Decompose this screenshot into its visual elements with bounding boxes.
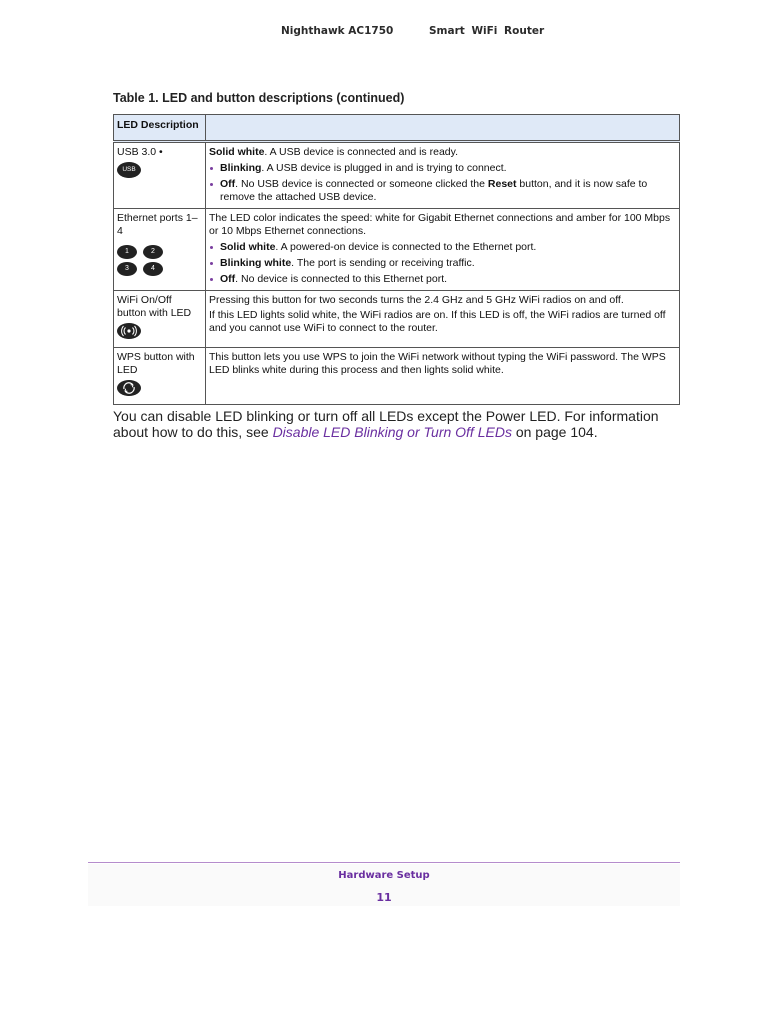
table-header-row xyxy=(114,115,680,142)
ethernet-port-2-icon: 2 xyxy=(143,245,163,259)
led-text-line: This button lets you use WPS to join the WiFi network without typing the WiFi password. The WPS LED blinks white during this process and then lights solid white. xyxy=(209,351,666,376)
list-item: Off. No USB device is connected or someone clicked the Reset button, and it is now safe to remove the attached USB device. xyxy=(209,178,676,204)
ethernet-port-3-icon: 3 xyxy=(117,262,137,276)
led-description-cell xyxy=(206,142,680,209)
led-description-cell xyxy=(206,291,680,348)
list-item: Blinking. A USB device is plugged in and is trying to connect. xyxy=(209,162,676,175)
led-intro: The LED color indicates the speed: white for Gigabit Ethernet connections and amber for 100 Mbps or 10 Mbps Ethernet connections. xyxy=(209,212,671,237)
disable-led-link[interactable]: Disable LED Blinking or Turn Off LEDs xyxy=(272,424,512,440)
footer-section-title: Hardware Setup xyxy=(338,870,430,881)
page-number: 11 xyxy=(376,891,392,904)
ethernet-port-icons xyxy=(117,242,202,276)
led-label-cell xyxy=(114,291,206,348)
wps-icon xyxy=(117,380,141,396)
table-row xyxy=(114,209,680,291)
ethernet-port-1-icon: 1 xyxy=(117,245,137,259)
table-row xyxy=(114,291,680,348)
led-label: WPS button with LED xyxy=(117,351,195,376)
table-header-cell-empty xyxy=(206,115,680,142)
led-label: Ethernet ports 1–4 xyxy=(117,212,198,237)
led-text-line: If this LED lights solid white, the WiFi radios are on. If this LED is off, the WiFi radios are turned off and you cannot use WiFi to connect to the router. xyxy=(209,309,666,334)
list-item: Blinking white. The port is sending or receiving traffic. xyxy=(209,257,676,270)
usb-3-0-icon: USB 3.0 xyxy=(117,162,141,178)
header-product-type: Smart WiFi Router xyxy=(429,25,545,37)
table-caption: Table 1. LED and button descriptions (continued) xyxy=(113,91,405,105)
led-label: USB 3.0 • xyxy=(117,146,163,158)
bullet-list xyxy=(209,162,676,204)
led-label-cell xyxy=(114,142,206,209)
led-description-cell xyxy=(206,209,680,291)
page-header xyxy=(0,25,768,41)
list-item: Off. No device is connected to this Ethernet port. xyxy=(209,273,676,286)
list-item: Solid white. A powered-on device is connected to the Ethernet port. xyxy=(209,241,676,254)
led-description-cell xyxy=(206,348,680,405)
table-row xyxy=(114,142,680,209)
bullet-list xyxy=(209,241,676,286)
ethernet-port-4-icon: 4 xyxy=(143,262,163,276)
footer-divider xyxy=(88,862,680,863)
table-row xyxy=(114,348,680,405)
led-label-cell xyxy=(114,348,206,405)
led-label-cell xyxy=(114,209,206,291)
wifi-toggle-icon xyxy=(117,323,141,339)
led-description-table xyxy=(113,114,680,405)
led-intro: Solid white. A USB device is connected and is ready. xyxy=(209,146,459,158)
led-note-paragraph: You can disable LED blinking or turn off all LEDs except the Power LED. For information about how to do this, see Disable LED Blinking or Turn Off LEDs on page 104. xyxy=(113,408,659,440)
header-product: Nighthawk AC1750 xyxy=(281,25,394,37)
table-header-cell: LED Description xyxy=(114,115,206,142)
led-text-line: Pressing this button for two seconds turns the 2.4 GHz and 5 GHz WiFi radios on and off. xyxy=(209,294,624,306)
led-label: WiFi On/Off button with LED xyxy=(117,294,192,319)
